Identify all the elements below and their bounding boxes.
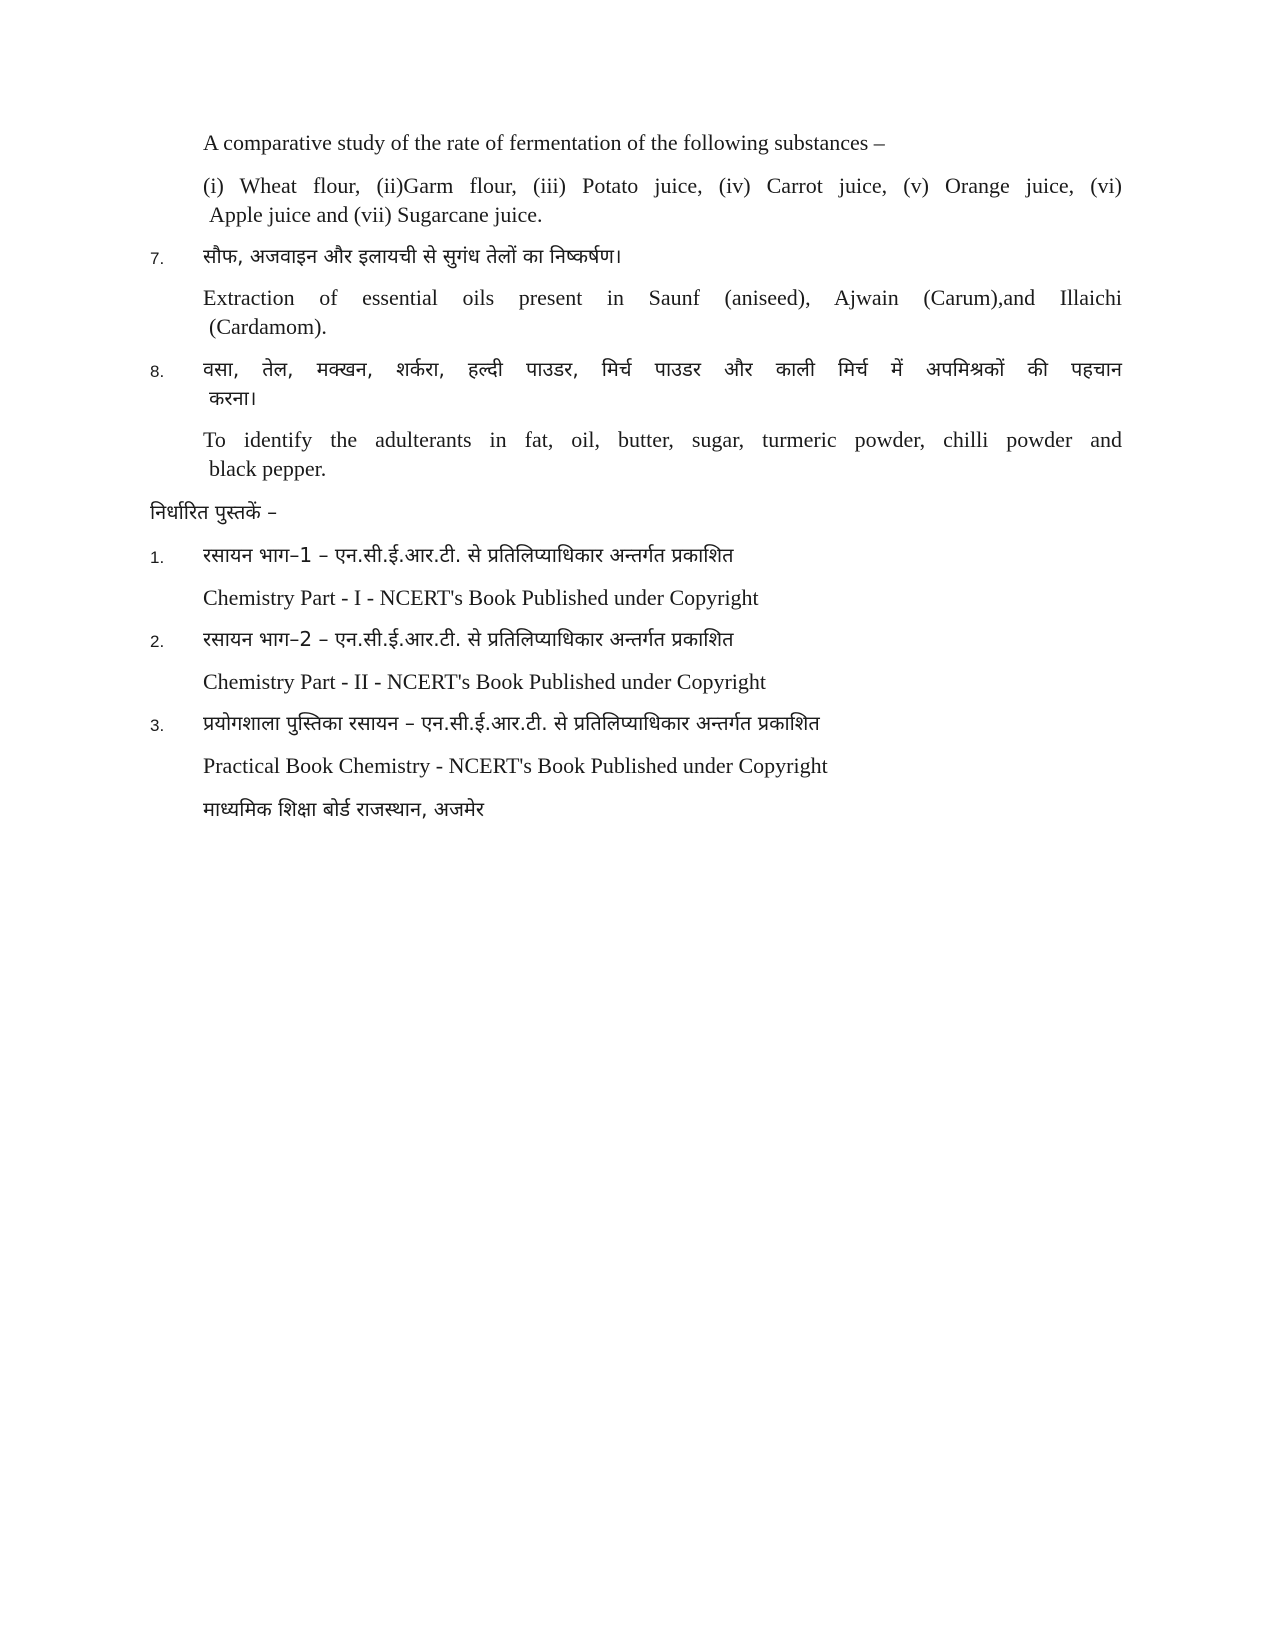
book-3-english: Practical Book Chemistry - NCERT's Book Published under Copyright bbox=[203, 753, 828, 778]
item-7-english-line1: Extraction of essential oils present in Saunf (aniseed), Ajwain (Carum),and Illaichi bbox=[203, 285, 1122, 310]
item-7-english-line2: (Cardamom). bbox=[209, 314, 327, 339]
board-name: माध्यमिक शिक्षा बोर्ड राजस्थान, अजमेर bbox=[203, 797, 485, 821]
fermentation-substances-line2: Apple juice and (vii) Sugarcane juice. bbox=[209, 202, 543, 227]
item-8-english-line1: To identify the adulterants in fat, oil, butter, sugar, turmeric powder, chilli powder and bbox=[203, 427, 1122, 452]
book-3-number: 3. bbox=[150, 716, 165, 735]
book-2-number: 2. bbox=[150, 632, 165, 651]
book-2-hindi: रसायन भाग–2 – एन.सी.ई.आर.टी. से प्रतिलिप्याधिकार अन्तर्गत प्रकाशित bbox=[203, 627, 734, 651]
book-1-english: Chemistry Part - I - NCERT's Book Published under Copyright bbox=[203, 585, 759, 610]
item-8-english-line2: black pepper. bbox=[209, 456, 327, 481]
item-8-number: 8. bbox=[150, 362, 165, 381]
book-1-hindi: रसायन भाग–1 – एन.सी.ई.आर.टी. से प्रतिलिप्याधिकार अन्तर्गत प्रकाशित bbox=[203, 543, 734, 567]
fermentation-intro: A comparative study of the rate of fermentation of the following substances – bbox=[203, 130, 885, 155]
item-7-hindi: सौफ, अजवाइन और इलायची से सुगंध तेलों का निष्कर्षण। bbox=[203, 244, 622, 268]
item-7-number: 7. bbox=[150, 249, 165, 268]
books-heading: निर्धारित पुस्तकें – bbox=[150, 500, 278, 524]
item-8-hindi-line1: वसा, तेल, मक्खन, शर्करा, हल्दी पाउडर, मिर्च पाउडर और काली मिर्च में अपमिश्रकों की पहचान bbox=[203, 357, 1122, 381]
book-2-english: Chemistry Part - II - NCERT's Book Published under Copyright bbox=[203, 669, 766, 694]
book-3-hindi: प्रयोगशाला पुस्तिका रसायन – एन.सी.ई.आर.टी. से प्रतिलिप्याधिकार अन्तर्गत प्रकाशित bbox=[203, 711, 820, 735]
item-8-hindi-line2: करना। bbox=[209, 386, 257, 410]
book-1-number: 1. bbox=[150, 548, 165, 567]
fermentation-substances-line1: (i) Wheat flour, (ii)Garm flour, (iii) Potato juice, (iv) Carrot juice, (v) Orange juice, (vi) bbox=[203, 173, 1122, 198]
